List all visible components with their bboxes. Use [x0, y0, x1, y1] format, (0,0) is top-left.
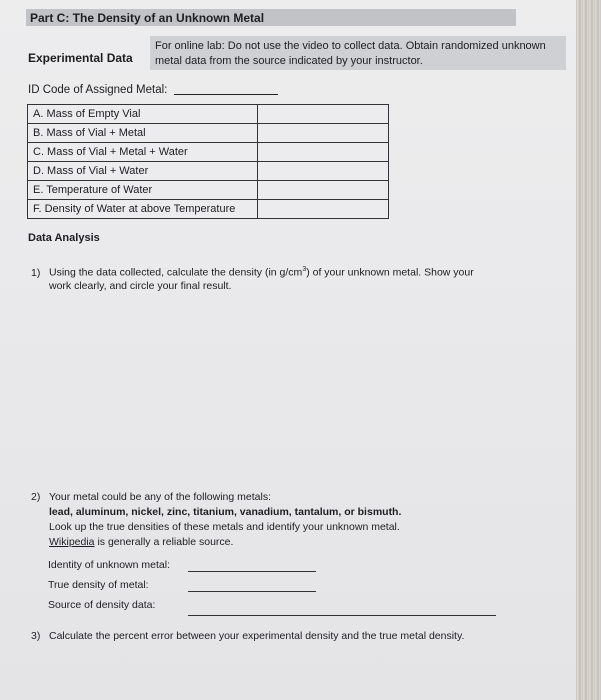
value-cell[interactable]: [258, 181, 389, 200]
table-row: [28, 124, 389, 143]
experimental-data-table: [27, 104, 389, 219]
row-label: B. Mass of Vial + Metal: [28, 124, 258, 143]
value-cell[interactable]: [258, 162, 389, 181]
value-cell[interactable]: [258, 105, 389, 124]
value-cell[interactable]: [258, 124, 389, 143]
table-row: [28, 162, 389, 181]
value-cell[interactable]: [258, 200, 389, 219]
instruction-note-line-2: metal data from the source indicated by your instructor.: [155, 55, 423, 67]
question-1: [31, 263, 511, 293]
question-2-line-1: Your metal could be any of the following metals:: [49, 491, 271, 503]
question-2: [31, 490, 501, 550]
experimental-data-label: Experimental Data: [28, 51, 133, 65]
true-density-label: True density of metal:: [48, 579, 149, 591]
question-3-text: Calculate the percent error between your experimental density and the true metal density.: [49, 630, 465, 642]
row-label: A. Mass of Empty Vial: [28, 105, 258, 124]
row-label: E. Temperature of Water: [28, 181, 258, 200]
page-title: Part C: The Density of an Unknown Metal: [30, 11, 265, 25]
identity-label: Identity of unknown metal:: [48, 559, 170, 571]
source-field[interactable]: [188, 615, 496, 616]
identity-field[interactable]: [188, 571, 316, 572]
row-label: F. Density of Water at above Temperature: [28, 200, 258, 219]
question-3: [31, 630, 464, 643]
page-edge: [576, 0, 601, 700]
row-label: D. Mass of Vial + Water: [28, 162, 258, 181]
row-label: C. Mass of Vial + Metal + Water: [28, 143, 258, 162]
source-label: Source of density data:: [48, 599, 156, 611]
value-cell[interactable]: [258, 143, 389, 162]
id-code-label: ID Code of Assigned Metal:: [28, 84, 168, 96]
superscript: 3: [302, 266, 307, 273]
table-row: [28, 200, 389, 219]
question-number: 1): [31, 266, 41, 279]
wikipedia-link[interactable]: Wikipedia: [49, 536, 95, 548]
id-code-field[interactable]: [174, 94, 278, 95]
instruction-note: [155, 39, 567, 69]
question-1-text-a: Using the data collected, calculate the density (in g/cm: [49, 266, 303, 279]
table-row: [28, 105, 389, 124]
instruction-note-line-1: For online lab: Do not use the video to collect data. Obtain randomized unknown: [155, 40, 546, 52]
table-row: [28, 181, 389, 200]
metal-list: lead, aluminum, nickel, zinc, titanium, vanadium, tantalum, or bismuth.: [49, 506, 402, 518]
question-1-line-2: work clearly, and circle your final result.: [49, 279, 232, 292]
true-density-field[interactable]: [188, 591, 316, 592]
question-1-text-b: ) of your unknown metal. Show your: [306, 266, 474, 279]
data-analysis-heading: Data Analysis: [28, 232, 100, 244]
question-2-line-4: is generally a reliable source.: [94, 536, 234, 548]
question-number: 2): [31, 491, 41, 503]
table-row: [28, 143, 389, 162]
question-number: 3): [31, 630, 41, 642]
question-2-line-3: Look up the true densities of these metals and identify your unknown metal.: [49, 521, 400, 533]
